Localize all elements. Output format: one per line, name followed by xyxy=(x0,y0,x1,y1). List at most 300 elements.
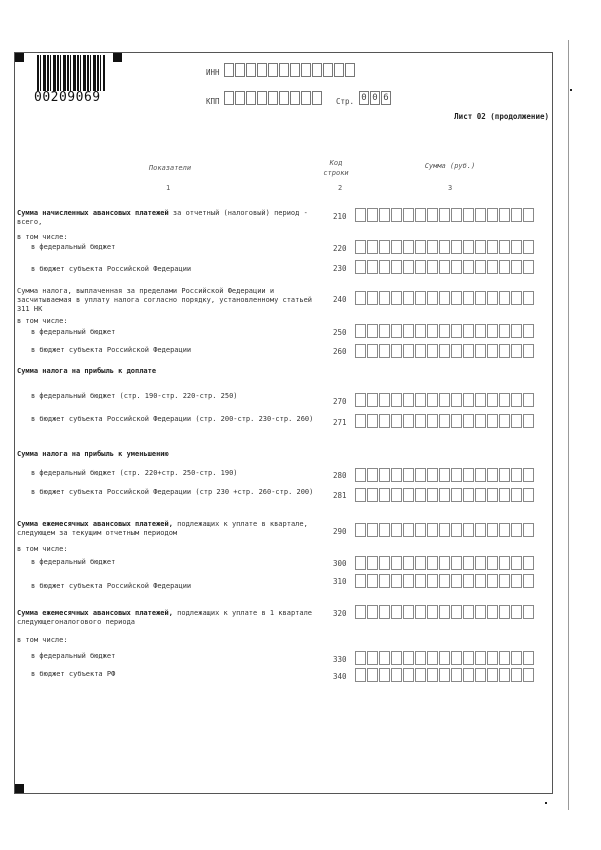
amount-digit-cell[interactable] xyxy=(427,488,438,502)
amount-digit-cell[interactable] xyxy=(475,668,486,682)
amount-digit-cell[interactable] xyxy=(403,605,414,619)
amount-cells[interactable] xyxy=(355,393,535,407)
amount-digit-cell[interactable] xyxy=(415,291,426,305)
amount-digit-cell[interactable] xyxy=(523,488,534,502)
amount-digit-cell[interactable] xyxy=(475,651,486,665)
amount-digit-cell[interactable] xyxy=(367,344,378,358)
amount-digit-cell[interactable] xyxy=(427,668,438,682)
inn-digit-cell[interactable] xyxy=(224,63,234,77)
amount-digit-cell[interactable] xyxy=(439,468,450,482)
amount-digit-cell[interactable] xyxy=(523,468,534,482)
amount-digit-cell[interactable] xyxy=(499,414,510,428)
amount-cells[interactable] xyxy=(355,488,535,502)
row-code: 240 xyxy=(333,295,347,304)
amount-digit-cell[interactable] xyxy=(403,208,414,222)
amount-digit-cell[interactable] xyxy=(499,208,510,222)
kpp-digit-cell[interactable] xyxy=(224,91,234,105)
amount-digit-cell[interactable] xyxy=(403,240,414,254)
amount-digit-cell[interactable] xyxy=(439,488,450,502)
amount-digit-cell[interactable] xyxy=(475,488,486,502)
amount-digit-cell[interactable] xyxy=(451,240,462,254)
amount-digit-cell[interactable] xyxy=(463,523,474,537)
amount-digit-cell[interactable] xyxy=(403,523,414,537)
amount-digit-cell[interactable] xyxy=(439,208,450,222)
amount-digit-cell[interactable] xyxy=(439,651,450,665)
amount-digit-cell[interactable] xyxy=(499,488,510,502)
amount-digit-cell[interactable] xyxy=(499,651,510,665)
kpp-digit-cell[interactable] xyxy=(279,91,289,105)
amount-digit-cell[interactable] xyxy=(523,291,534,305)
row-code: 271 xyxy=(333,418,347,427)
amount-digit-cell[interactable] xyxy=(403,344,414,358)
amount-digit-cell[interactable] xyxy=(463,324,474,338)
amount-digit-cell[interactable] xyxy=(391,668,402,682)
amount-digit-cell[interactable] xyxy=(379,488,390,502)
amount-digit-cell[interactable] xyxy=(523,260,534,274)
amount-digit-cell[interactable] xyxy=(403,468,414,482)
amount-cells[interactable] xyxy=(355,208,535,222)
amount-digit-cell[interactable] xyxy=(487,488,498,502)
amount-digit-cell[interactable] xyxy=(415,468,426,482)
amount-digit-cell[interactable] xyxy=(439,324,450,338)
amount-digit-cell[interactable] xyxy=(487,574,498,588)
amount-digit-cell[interactable] xyxy=(403,324,414,338)
amount-digit-cell[interactable] xyxy=(487,668,498,682)
amount-digit-cell[interactable] xyxy=(427,240,438,254)
row-label xyxy=(31,469,321,478)
amount-cells[interactable] xyxy=(355,556,535,570)
inn-digit-cell[interactable] xyxy=(290,63,300,77)
amount-digit-cell[interactable] xyxy=(499,523,510,537)
amount-digit-cell[interactable] xyxy=(499,260,510,274)
amount-digit-cell[interactable] xyxy=(463,344,474,358)
amount-digit-cell[interactable] xyxy=(379,291,390,305)
amount-digit-cell[interactable] xyxy=(415,344,426,358)
amount-digit-cell[interactable] xyxy=(355,605,366,619)
kpp-digit-cell[interactable] xyxy=(235,91,245,105)
amount-digit-cell[interactable] xyxy=(463,393,474,407)
amount-cells[interactable] xyxy=(355,651,535,665)
amount-digit-cell[interactable] xyxy=(367,556,378,570)
amount-digit-cell[interactable] xyxy=(355,468,366,482)
amount-digit-cell[interactable] xyxy=(355,240,366,254)
amount-digit-cell[interactable] xyxy=(367,324,378,338)
amount-digit-cell[interactable] xyxy=(427,574,438,588)
amount-digit-cell[interactable] xyxy=(523,240,534,254)
amount-digit-cell[interactable] xyxy=(391,240,402,254)
amount-digit-cell[interactable] xyxy=(391,414,402,428)
amount-digit-cell[interactable] xyxy=(379,523,390,537)
amount-digit-cell[interactable] xyxy=(355,523,366,537)
amount-digit-cell[interactable] xyxy=(499,556,510,570)
amount-digit-cell[interactable] xyxy=(415,208,426,222)
amount-digit-cell[interactable] xyxy=(451,488,462,502)
amount-digit-cell[interactable] xyxy=(403,556,414,570)
column-number-3: 3 xyxy=(448,184,453,192)
kpp-digit-cell[interactable] xyxy=(312,91,322,105)
amount-digit-cell[interactable] xyxy=(487,324,498,338)
amount-digit-cell[interactable] xyxy=(391,260,402,274)
amount-digit-cell[interactable] xyxy=(523,651,534,665)
amount-digit-cell[interactable] xyxy=(379,574,390,588)
amount-digit-cell[interactable] xyxy=(451,208,462,222)
amount-digit-cell[interactable] xyxy=(475,260,486,274)
amount-digit-cell[interactable] xyxy=(415,556,426,570)
amount-digit-cell[interactable] xyxy=(463,208,474,222)
amount-digit-cell[interactable] xyxy=(403,574,414,588)
amount-digit-cell[interactable] xyxy=(487,414,498,428)
amount-digit-cell[interactable] xyxy=(379,468,390,482)
amount-digit-cell[interactable] xyxy=(499,468,510,482)
amount-digit-cell[interactable] xyxy=(463,556,474,570)
amount-digit-cell[interactable] xyxy=(511,344,522,358)
amount-digit-cell[interactable] xyxy=(391,488,402,502)
amount-digit-cell[interactable] xyxy=(487,468,498,482)
amount-digit-cell[interactable] xyxy=(475,605,486,619)
inn-digit-cell[interactable] xyxy=(279,63,289,77)
kpp-digit-cell[interactable] xyxy=(290,91,300,105)
amount-digit-cell[interactable] xyxy=(439,291,450,305)
amount-digit-cell[interactable] xyxy=(451,574,462,588)
amount-digit-cell[interactable] xyxy=(391,324,402,338)
amount-digit-cell[interactable] xyxy=(475,291,486,305)
amount-digit-cell[interactable] xyxy=(487,344,498,358)
amount-digit-cell[interactable] xyxy=(463,240,474,254)
amount-digit-cell[interactable] xyxy=(499,291,510,305)
barcode xyxy=(37,55,105,91)
amount-digit-cell[interactable] xyxy=(523,523,534,537)
amount-digit-cell[interactable] xyxy=(415,574,426,588)
amount-digit-cell[interactable] xyxy=(475,468,486,482)
amount-digit-cell[interactable] xyxy=(511,668,522,682)
amount-digit-cell[interactable] xyxy=(487,393,498,407)
row-label xyxy=(17,209,317,227)
amount-digit-cell[interactable] xyxy=(451,605,462,619)
amount-digit-cell[interactable] xyxy=(499,605,510,619)
amount-digit-cell[interactable] xyxy=(427,344,438,358)
amount-digit-cell[interactable] xyxy=(427,605,438,619)
amount-digit-cell[interactable] xyxy=(379,344,390,358)
amount-digit-cell[interactable] xyxy=(439,344,450,358)
amount-digit-cell[interactable] xyxy=(523,668,534,682)
amount-digit-cell[interactable] xyxy=(511,208,522,222)
amount-digit-cell[interactable] xyxy=(379,414,390,428)
amount-digit-cell[interactable] xyxy=(523,605,534,619)
amount-digit-cell[interactable] xyxy=(439,523,450,537)
amount-digit-cell[interactable] xyxy=(499,574,510,588)
amount-cells[interactable] xyxy=(355,344,535,358)
amount-digit-cell[interactable] xyxy=(523,574,534,588)
amount-digit-cell[interactable] xyxy=(427,208,438,222)
amount-digit-cell[interactable] xyxy=(379,651,390,665)
amount-digit-cell[interactable] xyxy=(367,260,378,274)
amount-digit-cell[interactable] xyxy=(451,668,462,682)
amount-digit-cell[interactable] xyxy=(451,414,462,428)
amount-digit-cell[interactable] xyxy=(355,260,366,274)
amount-digit-cell[interactable] xyxy=(511,240,522,254)
amount-digit-cell[interactable] xyxy=(355,393,366,407)
amount-digit-cell[interactable] xyxy=(451,556,462,570)
amount-digit-cell[interactable] xyxy=(499,393,510,407)
kpp-digit-cell[interactable] xyxy=(246,91,256,105)
inn-digit-cell[interactable] xyxy=(246,63,256,77)
amount-digit-cell[interactable] xyxy=(475,240,486,254)
amount-digit-cell[interactable] xyxy=(355,556,366,570)
amount-digit-cell[interactable] xyxy=(415,240,426,254)
amount-digit-cell[interactable] xyxy=(451,324,462,338)
amount-digit-cell[interactable] xyxy=(511,488,522,502)
amount-digit-cell[interactable] xyxy=(463,291,474,305)
amount-digit-cell[interactable] xyxy=(439,574,450,588)
amount-digit-cell[interactable] xyxy=(463,468,474,482)
amount-digit-cell[interactable] xyxy=(403,488,414,502)
amount-digit-cell[interactable] xyxy=(427,556,438,570)
amount-digit-cell[interactable] xyxy=(355,324,366,338)
amount-digit-cell[interactable] xyxy=(463,414,474,428)
amount-digit-cell[interactable] xyxy=(403,414,414,428)
page-digit-cell[interactable]: 0 xyxy=(370,91,380,105)
amount-digit-cell[interactable] xyxy=(355,488,366,502)
amount-digit-cell[interactable] xyxy=(475,556,486,570)
page-digit-cell[interactable]: 6 xyxy=(381,91,391,105)
amount-digit-cell[interactable] xyxy=(355,668,366,682)
amount-digit-cell[interactable] xyxy=(403,393,414,407)
amount-digit-cell[interactable] xyxy=(367,668,378,682)
amount-digit-cell[interactable] xyxy=(451,344,462,358)
amount-digit-cell[interactable] xyxy=(367,651,378,665)
amount-digit-cell[interactable] xyxy=(379,668,390,682)
amount-digit-cell[interactable] xyxy=(379,208,390,222)
inn-cells[interactable] xyxy=(224,63,356,77)
amount-digit-cell[interactable] xyxy=(427,324,438,338)
kpp-digit-cell[interactable] xyxy=(301,91,311,105)
amount-digit-cell[interactable] xyxy=(511,260,522,274)
amount-digit-cell[interactable] xyxy=(487,260,498,274)
amount-digit-cell[interactable] xyxy=(391,556,402,570)
amount-digit-cell[interactable] xyxy=(451,393,462,407)
amount-digit-cell[interactable] xyxy=(463,574,474,588)
amount-digit-cell[interactable] xyxy=(451,651,462,665)
amount-digit-cell[interactable] xyxy=(427,523,438,537)
amount-digit-cell[interactable] xyxy=(355,291,366,305)
amount-digit-cell[interactable] xyxy=(463,260,474,274)
inn-digit-cell[interactable] xyxy=(268,63,278,77)
amount-digit-cell[interactable] xyxy=(391,574,402,588)
amount-digit-cell[interactable] xyxy=(511,574,522,588)
amount-digit-cell[interactable] xyxy=(463,668,474,682)
amount-digit-cell[interactable] xyxy=(511,605,522,619)
amount-digit-cell[interactable] xyxy=(523,208,534,222)
amount-digit-cell[interactable] xyxy=(391,208,402,222)
amount-digit-cell[interactable] xyxy=(415,414,426,428)
amount-cells[interactable] xyxy=(355,468,535,482)
amount-cells[interactable] xyxy=(355,523,535,537)
row-label xyxy=(31,415,321,424)
amount-digit-cell[interactable] xyxy=(511,523,522,537)
amount-digit-cell[interactable] xyxy=(415,668,426,682)
amount-digit-cell[interactable] xyxy=(415,605,426,619)
amount-cells[interactable] xyxy=(355,291,535,305)
amount-cells[interactable] xyxy=(355,260,535,274)
amount-digit-cell[interactable] xyxy=(391,291,402,305)
amount-digit-cell[interactable] xyxy=(367,240,378,254)
amount-digit-cell[interactable] xyxy=(523,414,534,428)
kpp-digit-cell[interactable] xyxy=(257,91,267,105)
amount-digit-cell[interactable] xyxy=(439,240,450,254)
amount-cells[interactable] xyxy=(355,324,535,338)
amount-digit-cell[interactable] xyxy=(451,291,462,305)
amount-digit-cell[interactable] xyxy=(415,523,426,537)
amount-digit-cell[interactable] xyxy=(487,651,498,665)
inn-digit-cell[interactable] xyxy=(334,63,344,77)
amount-digit-cell[interactable] xyxy=(439,393,450,407)
amount-digit-cell[interactable] xyxy=(463,651,474,665)
amount-digit-cell[interactable] xyxy=(475,393,486,407)
amount-digit-cell[interactable] xyxy=(379,324,390,338)
amount-digit-cell[interactable] xyxy=(403,260,414,274)
amount-digit-cell[interactable] xyxy=(439,668,450,682)
inn-digit-cell[interactable] xyxy=(235,63,245,77)
amount-digit-cell[interactable] xyxy=(511,468,522,482)
row-code: 281 xyxy=(333,491,347,500)
amount-digit-cell[interactable] xyxy=(391,651,402,665)
amount-digit-cell[interactable] xyxy=(367,393,378,407)
row-label xyxy=(31,558,321,567)
amount-cells[interactable] xyxy=(355,414,535,428)
amount-digit-cell[interactable] xyxy=(451,260,462,274)
amount-digit-cell[interactable] xyxy=(427,414,438,428)
row-label-text: за отчетный (налоговый) период - всего, xyxy=(17,209,308,226)
amount-digit-cell[interactable] xyxy=(475,523,486,537)
amount-digit-cell[interactable] xyxy=(391,523,402,537)
row-label xyxy=(17,545,317,554)
amount-digit-cell[interactable] xyxy=(355,574,366,588)
amount-digit-cell[interactable] xyxy=(355,344,366,358)
amount-digit-cell[interactable] xyxy=(487,240,498,254)
amount-digit-cell[interactable] xyxy=(439,556,450,570)
kpp-cells[interactable] xyxy=(224,91,323,105)
row-label xyxy=(17,609,317,627)
amount-digit-cell[interactable] xyxy=(427,468,438,482)
row-label-text: Сумма налога, выплаченная за пределами Российской Федерации и засчитываемая в уплату налога согласно порядку, установленному статьей 311 НК xyxy=(17,287,313,313)
amount-digit-cell[interactable] xyxy=(391,605,402,619)
amount-digit-cell[interactable] xyxy=(511,324,522,338)
amount-cells[interactable] xyxy=(355,240,535,254)
amount-digit-cell[interactable] xyxy=(367,291,378,305)
amount-digit-cell[interactable] xyxy=(415,324,426,338)
page-number-cells[interactable] xyxy=(359,91,392,105)
amount-digit-cell[interactable] xyxy=(391,393,402,407)
amount-digit-cell[interactable] xyxy=(523,556,534,570)
amount-digit-cell[interactable] xyxy=(415,260,426,274)
amount-digit-cell[interactable] xyxy=(415,651,426,665)
page-digit-cell[interactable]: 0 xyxy=(359,91,369,105)
amount-digit-cell[interactable] xyxy=(367,208,378,222)
amount-digit-cell[interactable] xyxy=(367,488,378,502)
amount-digit-cell[interactable] xyxy=(463,605,474,619)
amount-digit-cell[interactable] xyxy=(511,556,522,570)
inn-digit-cell[interactable] xyxy=(257,63,267,77)
amount-digit-cell[interactable] xyxy=(499,344,510,358)
amount-digit-cell[interactable] xyxy=(379,556,390,570)
amount-digit-cell[interactable] xyxy=(451,523,462,537)
amount-digit-cell[interactable] xyxy=(475,344,486,358)
amount-digit-cell[interactable] xyxy=(511,651,522,665)
amount-digit-cell[interactable] xyxy=(367,574,378,588)
amount-digit-cell[interactable] xyxy=(475,414,486,428)
amount-digit-cell[interactable] xyxy=(463,488,474,502)
amount-digit-cell[interactable] xyxy=(523,344,534,358)
row-label xyxy=(31,243,321,252)
amount-digit-cell[interactable] xyxy=(403,651,414,665)
amount-digit-cell[interactable] xyxy=(427,393,438,407)
amount-digit-cell[interactable] xyxy=(403,668,414,682)
amount-digit-cell[interactable] xyxy=(439,414,450,428)
amount-digit-cell[interactable] xyxy=(379,240,390,254)
inn-digit-cell[interactable] xyxy=(301,63,311,77)
kpp-digit-cell[interactable] xyxy=(268,91,278,105)
amount-digit-cell[interactable] xyxy=(427,260,438,274)
amount-digit-cell[interactable] xyxy=(523,393,534,407)
amount-digit-cell[interactable] xyxy=(475,324,486,338)
amount-cells[interactable] xyxy=(355,574,535,588)
amount-digit-cell[interactable] xyxy=(487,291,498,305)
amount-digit-cell[interactable] xyxy=(415,393,426,407)
inn-digit-cell[interactable] xyxy=(323,63,333,77)
amount-digit-cell[interactable] xyxy=(355,208,366,222)
amount-digit-cell[interactable] xyxy=(355,651,366,665)
amount-digit-cell[interactable] xyxy=(367,414,378,428)
amount-digit-cell[interactable] xyxy=(475,208,486,222)
row-label-bold: Сумма начисленных авансовых платежей xyxy=(17,209,169,217)
amount-digit-cell[interactable] xyxy=(511,291,522,305)
amount-digit-cell[interactable] xyxy=(415,488,426,502)
amount-digit-cell[interactable] xyxy=(487,556,498,570)
amount-digit-cell[interactable] xyxy=(391,344,402,358)
amount-digit-cell[interactable] xyxy=(511,414,522,428)
amount-digit-cell[interactable] xyxy=(475,574,486,588)
amount-digit-cell[interactable] xyxy=(355,414,366,428)
amount-digit-cell[interactable] xyxy=(439,605,450,619)
amount-digit-cell[interactable] xyxy=(367,468,378,482)
amount-digit-cell[interactable] xyxy=(427,651,438,665)
amount-digit-cell[interactable] xyxy=(379,605,390,619)
inn-digit-cell[interactable] xyxy=(312,63,322,77)
inn-digit-cell[interactable] xyxy=(345,63,355,77)
amount-digit-cell[interactable] xyxy=(487,523,498,537)
amount-cells[interactable] xyxy=(355,668,535,682)
amount-digit-cell[interactable] xyxy=(499,240,510,254)
amount-digit-cell[interactable] xyxy=(379,260,390,274)
amount-digit-cell[interactable] xyxy=(451,468,462,482)
amount-digit-cell[interactable] xyxy=(367,523,378,537)
amount-digit-cell[interactable] xyxy=(487,208,498,222)
row-label-text: в том числе: xyxy=(17,317,68,325)
amount-digit-cell[interactable] xyxy=(439,260,450,274)
row-label-bold: Сумма налога на прибыль к уменьшению xyxy=(17,450,169,458)
amount-digit-cell[interactable] xyxy=(499,324,510,338)
amount-digit-cell[interactable] xyxy=(403,291,414,305)
amount-digit-cell[interactable] xyxy=(367,605,378,619)
amount-digit-cell[interactable] xyxy=(487,605,498,619)
amount-digit-cell[interactable] xyxy=(499,668,510,682)
amount-digit-cell[interactable] xyxy=(511,393,522,407)
amount-digit-cell[interactable] xyxy=(427,291,438,305)
amount-cells[interactable] xyxy=(355,605,535,619)
amount-digit-cell[interactable] xyxy=(391,468,402,482)
amount-digit-cell[interactable] xyxy=(379,393,390,407)
amount-digit-cell[interactable] xyxy=(523,324,534,338)
